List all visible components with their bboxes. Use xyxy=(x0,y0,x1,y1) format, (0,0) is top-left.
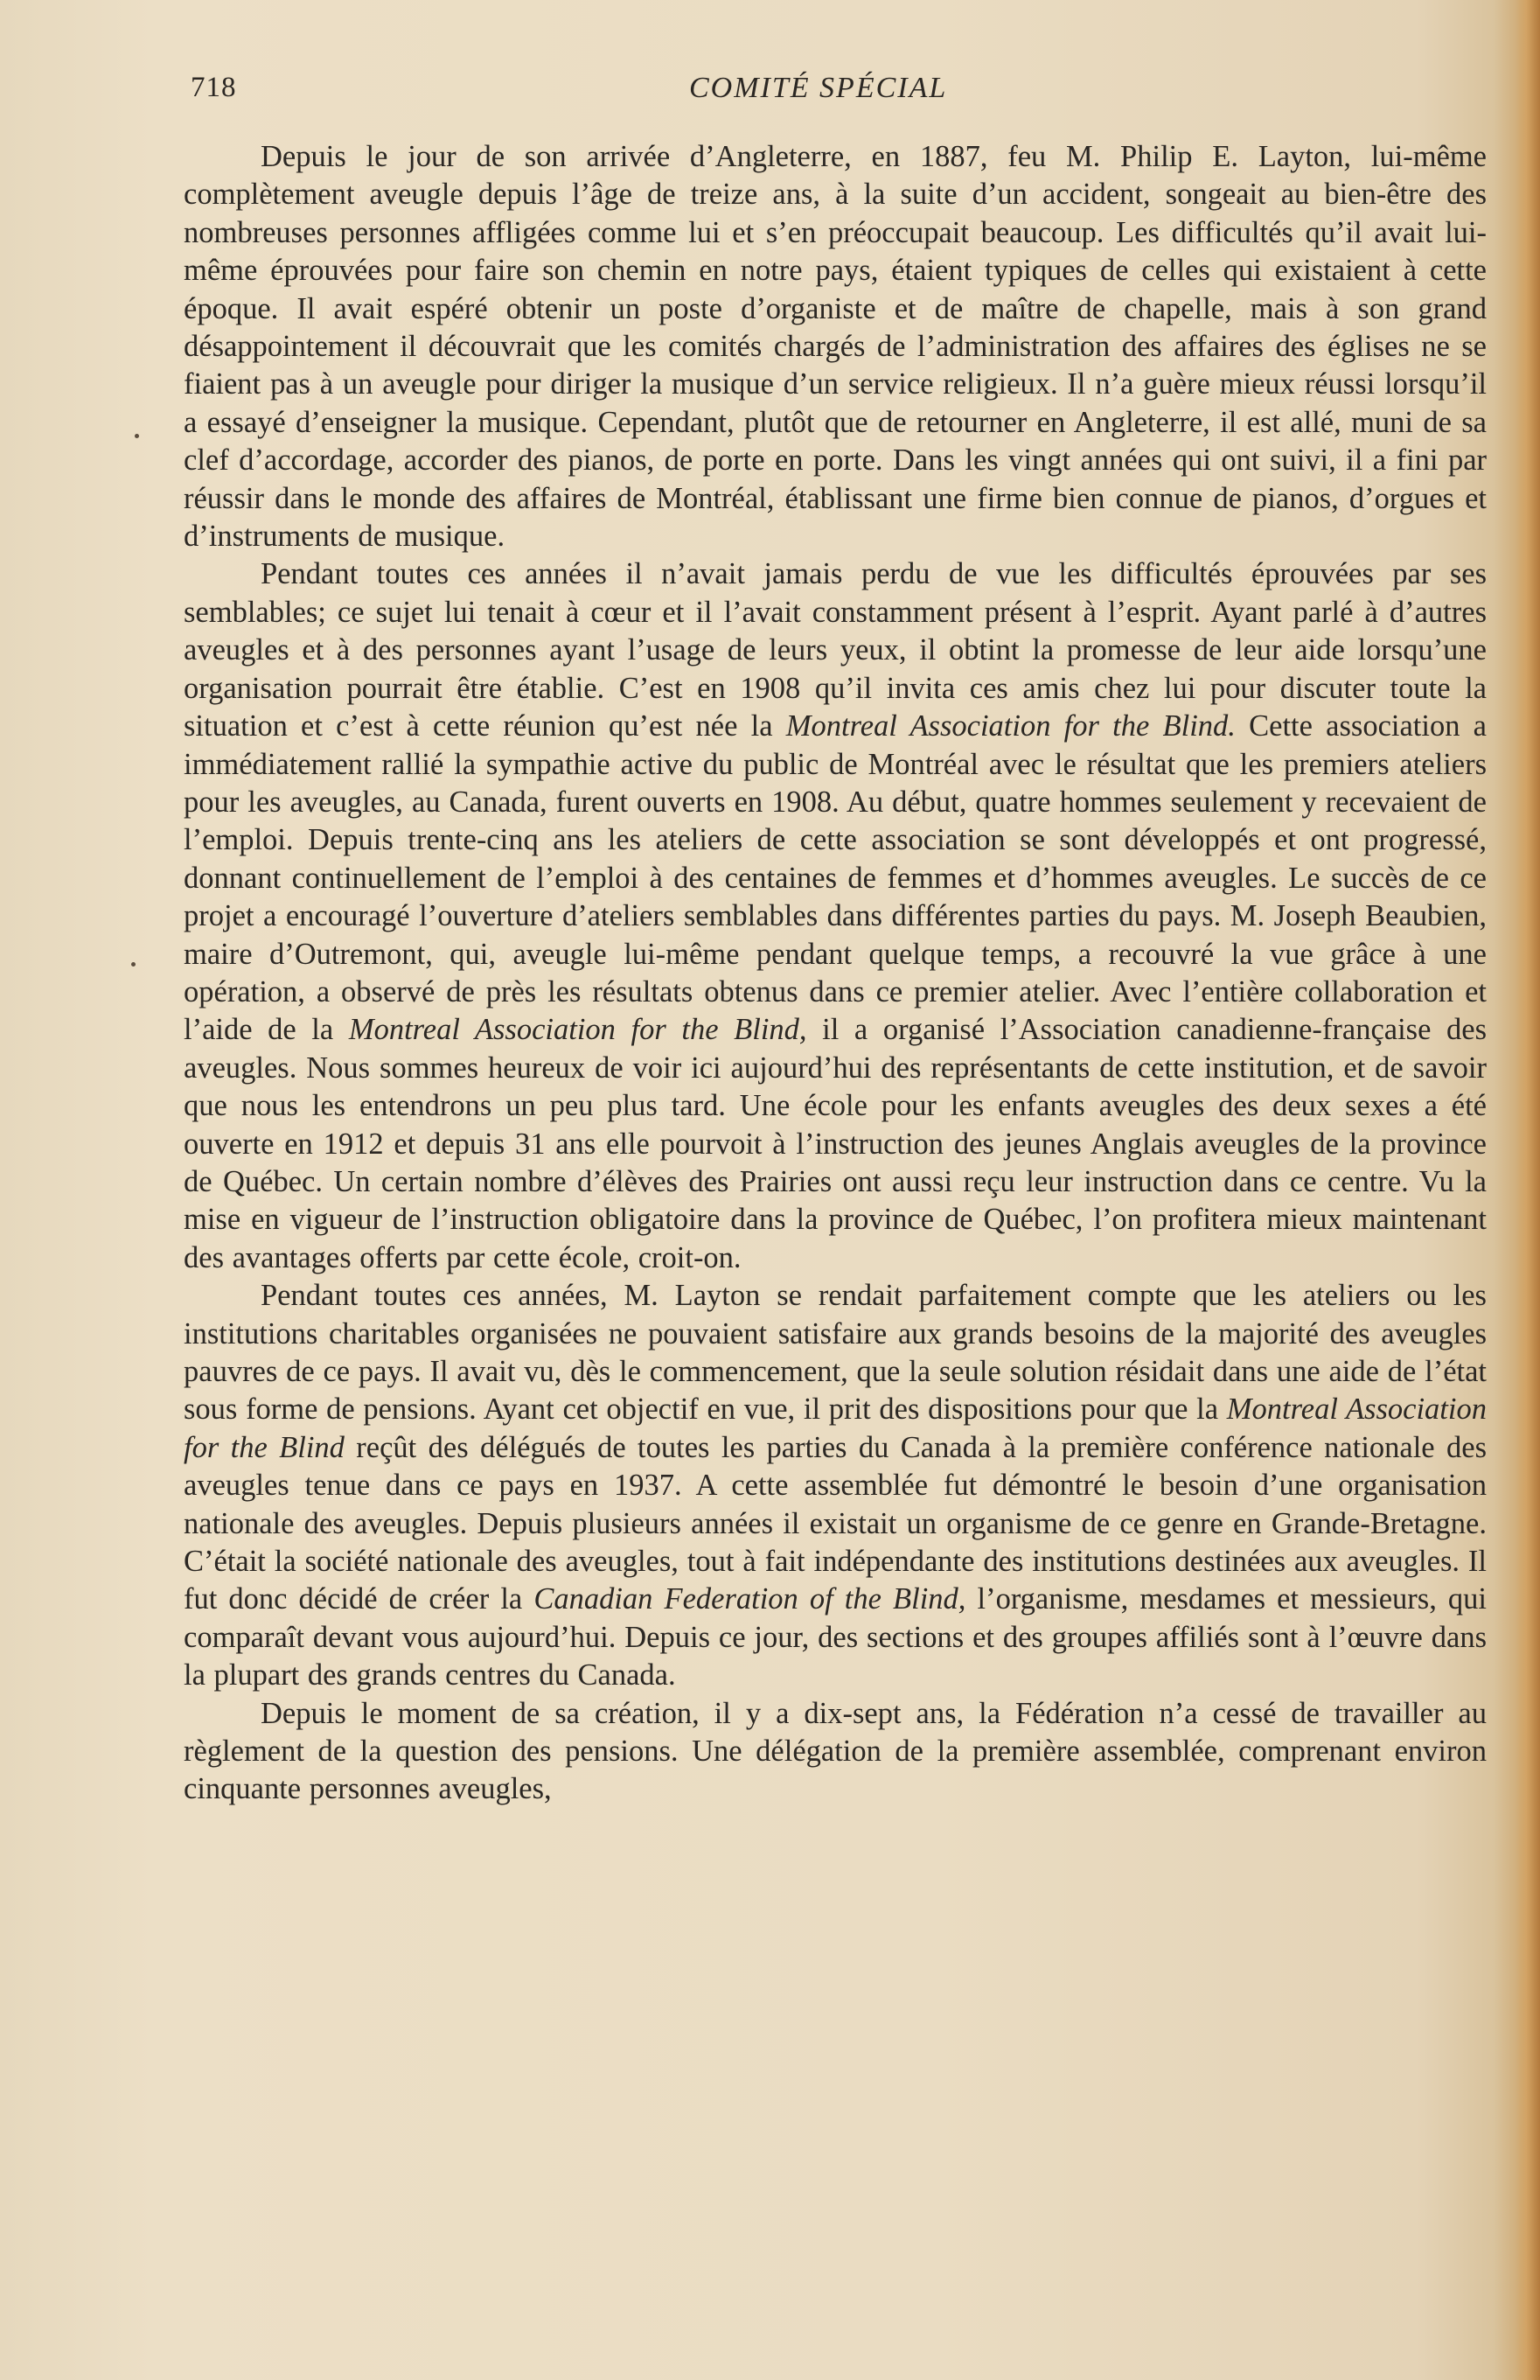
page-header xyxy=(191,72,1485,115)
organization-name: Montreal Association for the Blind xyxy=(184,1392,1487,1464)
margin-mark xyxy=(131,962,136,967)
page-binding-edge xyxy=(1516,0,1540,2380)
paragraph-text: il a organisé l’Association canadienne-française des aveugles. Nous sommes heureux de voir ici aujourd’hui des représentants de cette institution, et de savoir que nous les entendrons un peu plus tard. Une école pour les enfants aveugles des deux sexes a été ouverte en 1912 et depuis 31 ans elle pourvoit à l’instruction des jeunes Anglais aveugles de la province de Québec. Un certain nombre d’élèves des Prairies ont aussi reçu leur instruction dans ce centre. Vu la mise en vigueur de l’instruction obligatoire dans la province de Québec, l’on profitera mieux maintenant des avantages offerts par cette école, croit-on. xyxy=(184,1013,1487,1274)
paragraph-text: Depuis le jour de son arrivée d’Angleterre, en 1887, feu M. Philip E. Layton, lui-même complètement aveugle depuis l’âge de treize ans, à la suite d’un accident, songeait au bien-être des nombreuses personnes affligées comme lui et s’en préoccupait beaucoup. Les difficultés qu’il avait lui-même éprouvées pour faire son chemin en notre pays, étaient typiques de celles qui existaient à cette époque. Il avait espéré obtenir un poste d’organiste et de maître de chapelle, mais à son grand désappointement il découvrait que les comités chargés de l’administration des affaires des églises ne se fiaient pas à un aveugle pour diriger la musique d’un service religieux. Il n’a guère mieux réussi lorsqu’il a essayé d’enseigner la musique. Cependant, plutôt que de retourner en Angleterre, il est allé, muni de sa clef d’accordage, accorder des pianos, de porte en porte. Dans les vingt années qui ont suivi, il a fini par réussir dans le monde des affaires de Montréal, établissant une firme bien connue de pianos, d’orgues et d’instruments de musique. xyxy=(184,140,1487,554)
paragraph-text: Pendant toutes ces années il n’avait jamais perdu de vue les difficultés éprouvées par ses semblables; ce sujet lui tenait à cœur et il l’avait constamment présent à l’esprit. Ayant parlé à d’autres aveugles et à des personnes ayant l’usage de leurs yeux, il obtint la promesse de leur aide lorsqu’une organisation pourrait être établie. C’est en 1908 qu’il invita ces amis chez lui pour discuter toute la situation et c’est à cette réunion qu’est née la xyxy=(184,557,1487,743)
paragraph-text: Pendant toutes ces années, M. Layton se rendait parfaitement compte que les ateliers ou les institutions charitables organisées ne pouvaient satisfaire aux grands besoins de la majorité des aveugles pauvres de ce pays. Il avait vu, dès le commencement, que la seule solution résidait dans une aide de l’état sous forme de pensions. Ayant cet objectif en vue, il prit des dispositions pour que la xyxy=(184,1279,1487,1427)
paragraph-1 xyxy=(184,138,1487,555)
paragraph-text: reçût des délégués de toutes les parties du Canada à la première conférence nationale des aveugles tenue dans ce pays en 1937. A cette assemblée fut démontré le besoin d’une organisation nationale des aveugles. Depuis plusieurs années il existait un organisme de ce genre en Grande-Bretagne. C’était la société nationale des aveugles, tout à fait indépendante des institutions destinées aux aveugles. Il fut donc décidé de créer la xyxy=(184,1430,1487,1616)
paragraph-4 xyxy=(184,1695,1487,1809)
paragraph-2 xyxy=(184,555,1487,1277)
page-number: 718 xyxy=(191,72,237,103)
body-text xyxy=(184,138,1487,1809)
organization-name: Canadian Federation of the Blind, xyxy=(533,1582,966,1616)
paragraph-text: Cette association a immédiatement rallié la sympathie active du public de Montréal avec le résultat que les premiers ateliers pour les aveugles, au Canada, furent ouverts en 1908. Au début, quatre hommes seulement y recevaient de l’emploi. Depuis trente-cinq ans les ateliers de cette association se sont développés et ont progressé, donnant continuellement de l’emploi à des centaines de femmes et d’hommes aveugles. Le succès de ce projet a encouragé l’ouverture d’ateliers semblables dans différentes parties du pays. M. Joseph Beaubien, maire d’Outremont, qui, aveugle lui-même pendant quelque temps, a recouvré la vue grâce à une opération, a observé de près les résultats obtenus dans ce premier atelier. Avec l’entière collaboration et l’aide de la xyxy=(184,709,1487,1047)
margin-mark xyxy=(135,434,139,438)
organization-name: Montreal Association for the Blind. xyxy=(785,709,1236,743)
paragraph-3 xyxy=(184,1277,1487,1694)
organization-name: Montreal Association for the Blind, xyxy=(348,1013,807,1047)
running-head: COMITÉ SPÉCIAL xyxy=(689,72,948,104)
paragraph-text: Depuis le moment de sa création, il y a dix-sept ans, la Fédération n’a cessé de travailler au règlement de la question des pensions. Une délégation de la première assemblée, comprenant environ cinquante personnes aveugles, xyxy=(184,1696,1487,1806)
paragraph-text: l’organisme, mesdames et messieurs, qui comparaît devant vous aujourd’hui. Depuis ce jour, des sections et des groupes affiliés sont à l’œuvre dans la plupart des grands centres du Canada. xyxy=(184,1582,1488,1693)
